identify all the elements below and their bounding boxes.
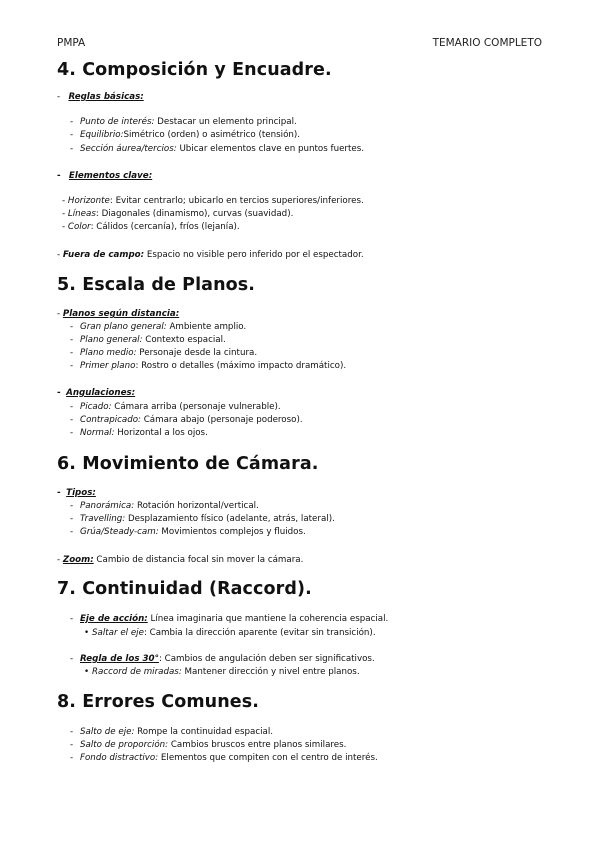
- elementos-heading: - Elementos clave:: [57, 171, 153, 181]
- tipos-heading: - Tipos:: [57, 488, 96, 498]
- list-item: - Plano general: Contexto espacial.: [70, 335, 226, 345]
- list-item: - Picado: Cámara arriba (personaje vulnerable).: [70, 402, 281, 412]
- header-left: PMPA: [57, 37, 86, 49]
- list-item: - Eje de acción: Línea imaginaria que mantiene la coherencia espacial.: [70, 614, 389, 624]
- list-item: - Fondo distractivo: Elementos que compiten con el centro de interés.: [70, 753, 378, 763]
- angulaciones-heading: - Angulaciones:: [57, 388, 136, 398]
- list-item: - Primer plano: Rostro o detalles (máximo impacto dramático).: [70, 361, 347, 371]
- list-item: - Gran plano general: Ambiente amplio.: [70, 322, 247, 332]
- list-item: - Equilibrio:Simétrico (orden) o asimétrico (tensión).: [70, 130, 301, 140]
- section-8-title: 8. Errores Comunes.: [57, 692, 260, 712]
- section-4-title: 4. Composición y Encuadre.: [57, 60, 332, 80]
- list-item: - Salto de eje: Rompe la continuidad espacial.: [70, 727, 274, 737]
- list-item: - Sección áurea/tercios: Ubicar elementos clave en puntos fuertes.: [70, 144, 365, 154]
- section-6-title: 6. Movimiento de Cámara.: [57, 454, 319, 474]
- list-item: - Regla de los 30°: Cambios de angulación deben ser significativos.: [70, 654, 375, 664]
- list-item: - Horizonte: Evitar centrarlo; ubicarlo en tercios superiores/inferiores.: [62, 196, 364, 206]
- list-item: - Travelling: Desplazamiento físico (adelante, atrás, lateral).: [70, 514, 335, 524]
- section-7-title: 7. Continuidad (Raccord).: [57, 579, 312, 599]
- list-item: - Punto de interés: Destacar un elemento principal.: [70, 117, 297, 127]
- list-item: - Líneas: Diagonales (dinamismo), curvas (suavidad).: [62, 209, 294, 219]
- list-item: - Contrapicado: Cámara abajo (personaje poderoso).: [70, 415, 303, 425]
- list-item: • Raccord de miradas: Mantener dirección y nivel entre planos.: [84, 667, 360, 677]
- list-item: - Salto de proporción: Cambios bruscos entre planos similares.: [70, 740, 347, 750]
- list-item: • Saltar el eje: Cambia la dirección aparente (evitar sin transición).: [84, 628, 376, 638]
- list-item: - Plano medio: Personaje desde la cintura.: [70, 348, 258, 358]
- list-item: - Grúa/Steady-cam: Movimientos complejos y fluidos.: [70, 527, 306, 537]
- section-5-title: 5. Escala de Planos.: [57, 275, 256, 295]
- planos-heading: - Planos según distancia:: [57, 309, 180, 319]
- fuera-de-campo: - Fuera de campo: Espacio no visible pero inferido por el espectador.: [57, 250, 364, 260]
- list-item: - Panorámica: Rotación horizontal/vertical.: [70, 501, 259, 511]
- list-item: - Color: Cálidos (cercanía), fríos (lejanía).: [62, 222, 240, 232]
- zoom-line: - Zoom: Cambio de distancia focal sin mover la cámara.: [57, 555, 304, 565]
- list-item: - Normal: Horizontal a los ojos.: [70, 428, 208, 438]
- header-right: TEMARIO COMPLETO: [432, 37, 542, 49]
- reglas-heading: - Reglas básicas:: [57, 92, 144, 102]
